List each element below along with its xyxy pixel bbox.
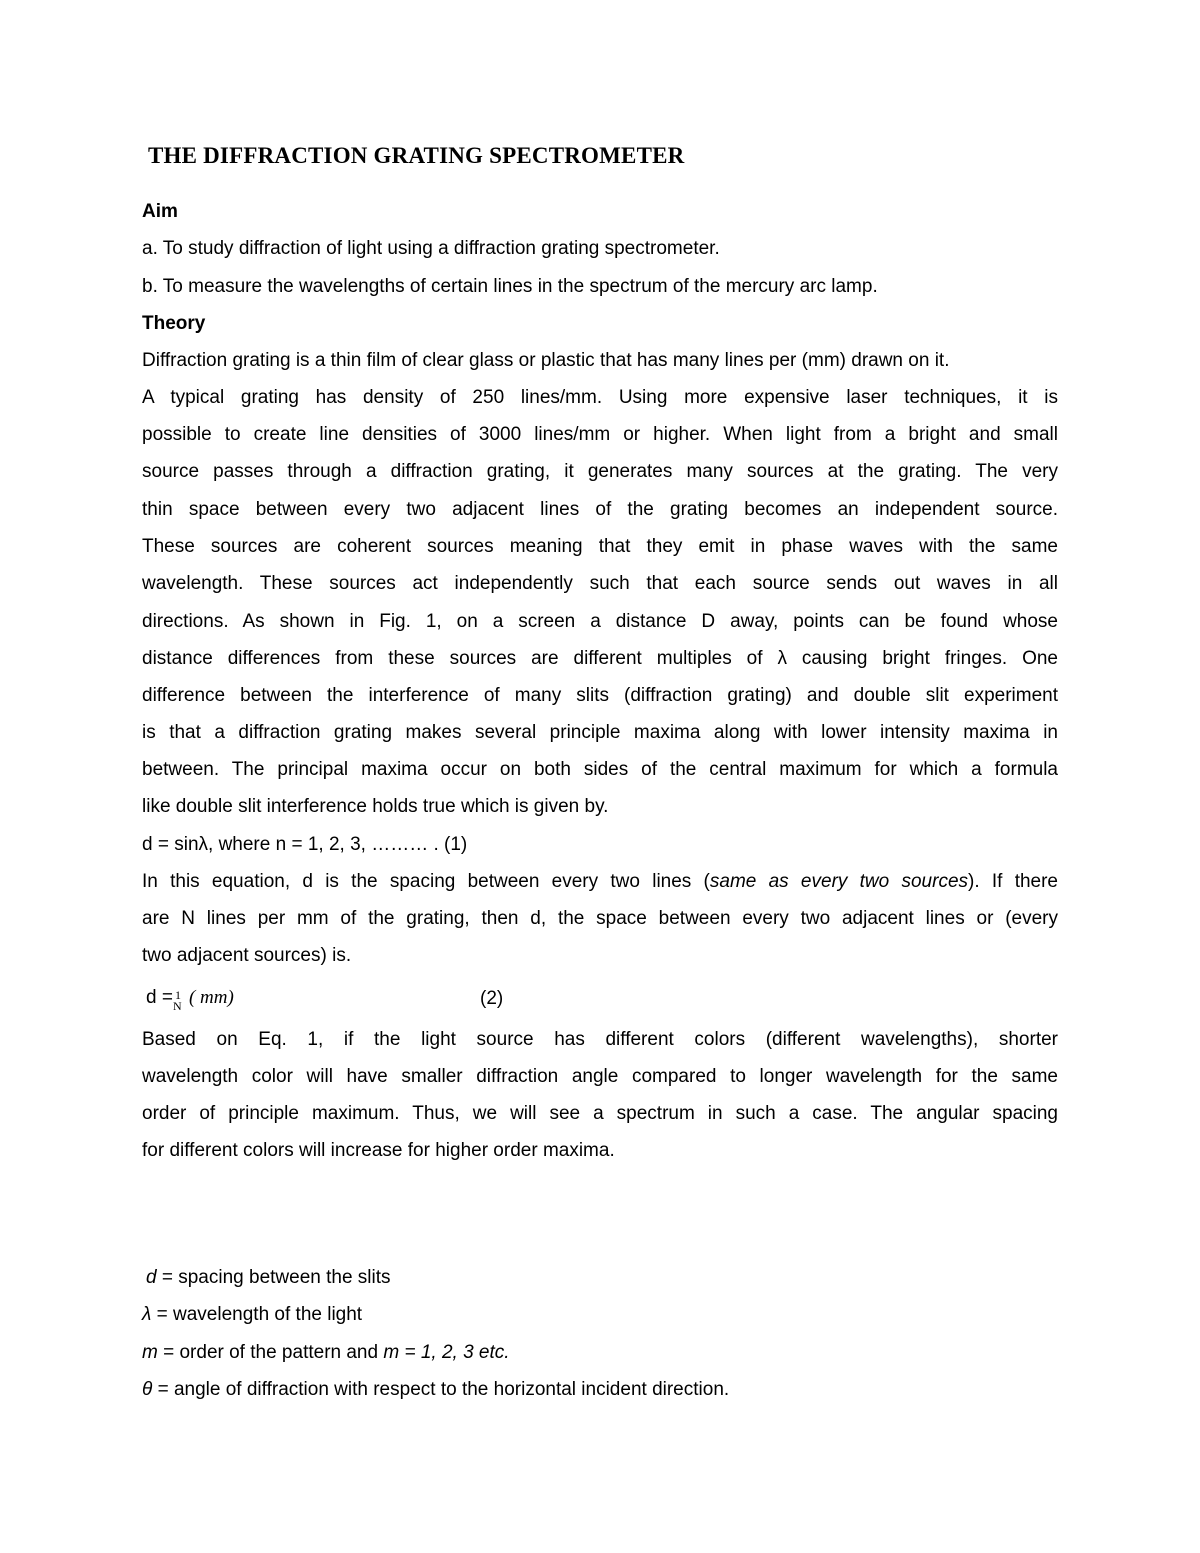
definition-d [146, 1266, 391, 1290]
definition-symbol: d [146, 1267, 157, 1288]
definition-symbol: θ [142, 1379, 153, 1400]
equation-2-number: (2) [480, 988, 504, 1009]
equation-2-fraction [172, 986, 189, 1013]
document-title: THE DIFFRACTION GRATING SPECTROMETER [148, 143, 685, 168]
theory-line: like double slit interference holds true which is given by. [142, 796, 609, 817]
definition-theta [142, 1378, 729, 1402]
theory-heading: Theory [142, 313, 206, 334]
theory-line: thin space between every two adjacent lines of the grating becomes an independent source. [142, 499, 1058, 520]
definition-symbol: m [142, 1342, 158, 1363]
definition-symbol: λ [142, 1304, 152, 1325]
spectrum-line: wavelength color will have smaller diffraction angle compared to longer wavelength for the same [142, 1066, 1058, 1087]
equation-2-lhs: d = [146, 987, 173, 1008]
definition-text: = order of the pattern and [157, 1342, 384, 1363]
theory-line: Diffraction grating is a thin film of clear glass or plastic that has many lines per (mm) drawn on it. [142, 350, 950, 371]
spacing-text: ). If there [968, 871, 1059, 892]
spectrum-line: Based on Eq. 1, if the light source has different colors (different wavelengths), shorter [142, 1029, 1058, 1050]
definition-lambda [142, 1303, 362, 1327]
spacing-paragraph-line-3: two adjacent sources) is. [142, 945, 352, 966]
theory-line: wavelength. These sources act independently such that each source sends out waves in all [142, 573, 1058, 594]
definition-text: = wavelength of the light [151, 1304, 363, 1325]
equation-2 [146, 986, 234, 1013]
equation-1: d = sinλ, where n = 1, 2, 3, ……… . (1) [142, 834, 468, 855]
theory-line: possible to create line densities of 3000 lines/mm or higher. When light from a bright and small [142, 424, 1058, 445]
theory-line: directions. As shown in Fig. 1, on a screen a distance D away, points can be found whose [142, 611, 1058, 632]
theory-line: distance differences from these sources are different multiples of λ causing bright fringes. One [142, 648, 1058, 669]
spacing-text: In this equation, d is the spacing between every two lines ( [142, 871, 710, 892]
fraction-numerator: 1 [174, 988, 181, 1002]
aim-item-a: a. To study diffraction of light using a diffraction grating spectrometer. [142, 238, 720, 259]
theory-line: source passes through a diffraction grating, it generates many sources at the grating. The very [142, 461, 1058, 482]
theory-line: difference between the interference of many slits (diffraction grating) and double slit experiment [142, 685, 1058, 706]
theory-line: A typical grating has density of 250 lines/mm. Using more expensive laser techniques, it is [142, 387, 1058, 408]
aim-item-b: b. To measure the wavelengths of certain lines in the spectrum of the mercury arc lamp. [142, 276, 878, 297]
fraction-denominator: N [172, 999, 182, 1013]
spectrum-line: order of principle maximum. Thus, we will see a spectrum in such a case. The angular spacing [142, 1103, 1058, 1124]
definition-text: = spacing between the slits [156, 1267, 391, 1288]
definition-symbol: m = 1, 2, 3 etc. [383, 1342, 510, 1363]
theory-line: between. The principal maxima occur on both sides of the central maximum for which a formula [142, 759, 1058, 780]
equation-2-unit: ( mm) [188, 987, 234, 1008]
definition-text: = angle of diffraction with respect to the horizontal incident direction. [152, 1379, 730, 1400]
theory-line: is that a diffraction grating makes several principle maxima along with lower intensity maxima in [142, 722, 1058, 743]
aim-heading: Aim [142, 201, 178, 222]
theory-line: These sources are coherent sources meaning that they emit in phase waves with the same [142, 536, 1058, 557]
spacing-paragraph-line-2: are N lines per mm of the grating, then d, the space between every two adjacent lines or (every [142, 908, 1058, 929]
spacing-paragraph-line-1 [142, 870, 1058, 894]
spectrum-line: for different colors will increase for higher order maxima. [142, 1140, 615, 1161]
spacing-italic-text: same as every two sources [709, 871, 969, 892]
definition-m [142, 1341, 510, 1365]
